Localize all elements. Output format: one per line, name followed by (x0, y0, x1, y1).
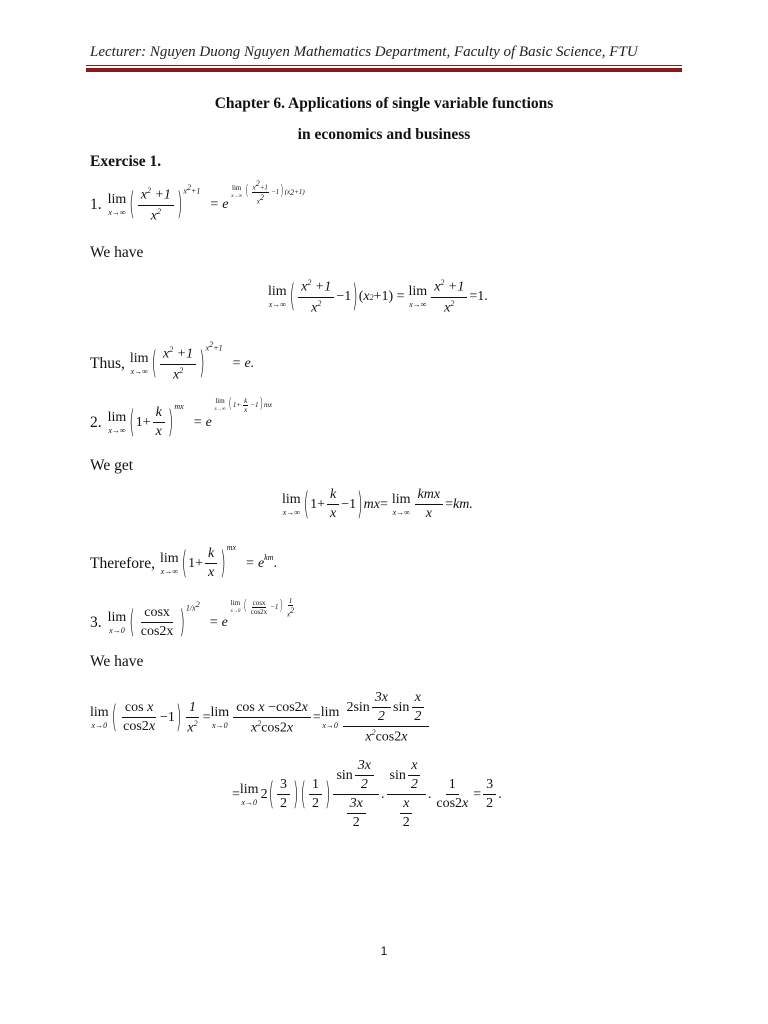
page-header: Lecturer: Nguyen Duong Nguyen Mathematics Department, Faculty of Basic Science, FTU (90, 44, 638, 60)
equation-therefore: Therefore, lim x→∞ ( 1+ $\frac{k}{x}$ ) $^{mx}$ = e $^{km}$ . (90, 543, 277, 582)
text-we-have-1: We have (90, 244, 144, 261)
equation-final: = lim x→0 2 ( $\frac{3}{2}$ ) ( $\frac{1}{2}$ ) sin $\frac{3x}{2}$ $\frac{3x}{2}$ . sin $\frac{x}{2}$ $\frac{x}{2}$ . $\frac{1}{\cos 2x}$ = $\frac{3}{2}$ . (232, 758, 502, 831)
equation-item2: 2. lim x→∞ ( 1+ $\frac{k}{x}$ ) $^{mx}$ = e lim x→∞ ( 1+ $\frac{k}{x}$ −1 ) mx (90, 396, 273, 441)
equation-we-have-1: lim x→∞ ( $\frac{x^2 +1}{x^2}$ −1 ) ( x 2 +1) = lim x→∞ $\frac{x^2 +1}{x^2}$ =1. (268, 278, 488, 316)
text-therefore: Therefore, (90, 554, 155, 572)
equation-thus: Thus, lim x→∞ ( $\frac{x^2 +1}{x^2}$ ) $^{x^2 +1}$ = e. (90, 339, 255, 383)
page-number: 1 (380, 944, 388, 958)
text-we-get: We get (90, 457, 134, 474)
equation-item3: 3. lim x→0 ( $\frac{\cos x}{\cos 2x}$ ) $^{1/x^2}$ = e lim x→0 ( $\frac{\cos x}{\cos 2x}$ −1 ) $\frac{1}{x^2}$ (90, 596, 295, 641)
text-thus: Thus, (90, 355, 125, 373)
header-rule-thick (86, 68, 682, 72)
equation-item1: 1. lim x→∞ ( $\frac{x^2 +1}{x^2}$ ) $^{x^2 +1}$ = e lim x→∞ ( $\frac{x^2+1}{x^2}$ −1 ) (x 2 +1) (90, 179, 305, 224)
equation-we-get: lim x→∞ ( 1+ $\frac{k}{x}$ −1 ) mx = lim x→∞ $\frac{\text{kmx}}{x}$ = km. (282, 486, 473, 523)
header-rule-thin (86, 65, 682, 66)
item3-label: 3. (90, 613, 102, 631)
exercise-heading: Exercise 1. (90, 153, 162, 170)
item2-label: 2. (90, 413, 102, 431)
equation-we-have-2: lim x→0 ( $\frac{\text{cos x}}{\cos 2x}$ −1 ) $\frac{1}{x^2}$ = lim x→0 $\frac{\text{cos x −cos2x}}{x^2\cos 2x}$ = lim x→0 2sin $\frac{3x}{2}$ sin $\frac{x}{2}$ $x^2\cos 2x$ (90, 690, 431, 746)
text-we-have-2: We have (90, 653, 144, 670)
chapter-title-line2: in economics and business (297, 126, 471, 143)
item1-label: 1. (90, 196, 102, 214)
chapter-title-line1: Chapter 6. Applications of single variable functions (214, 95, 554, 112)
